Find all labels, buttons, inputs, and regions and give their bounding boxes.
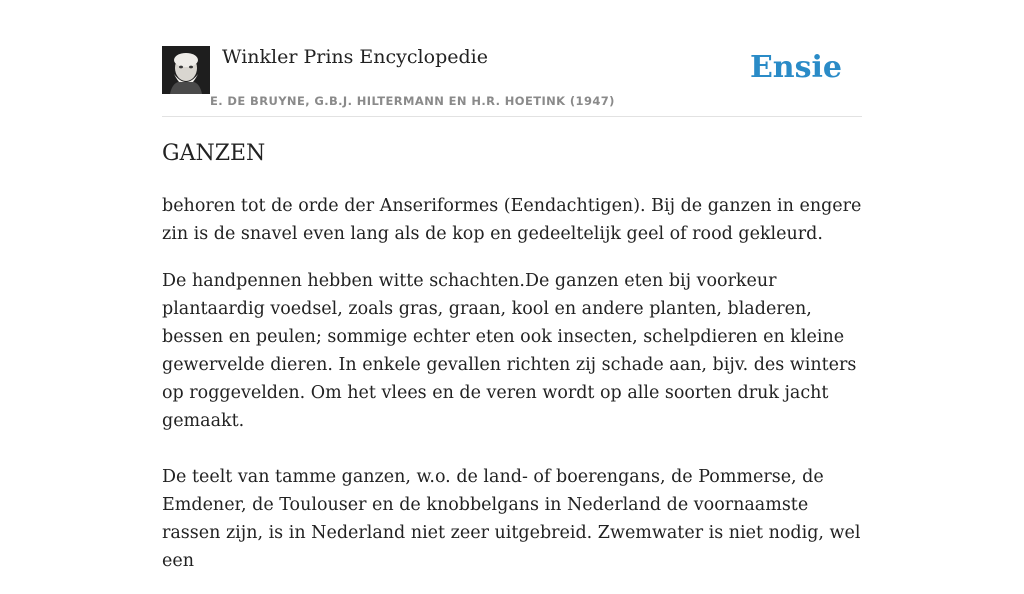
page-container [162,0,862,571]
entry-paragraph: behoren tot de orde der Anseriformes (Eendachtigen). Bij de ganzen in engere zin is de snavel even lang als de kop en gedeeltelijk geel of rood gekleurd. [162,196,862,244]
site-title: Winkler Prins Encyclopedie [222,46,488,68]
authors-line: E. DE BRUYNE, G.B.J. HILTERMANN EN H.R. HOETINK (1947) [210,94,615,108]
site-header [162,0,862,117]
entry-body [162,192,862,594]
brand-logo-link[interactable]: Ensie [749,50,842,85]
entry-paragraph: De handpennen hebben witte schachten.De ganzen eten bij voorkeur plantaardig voedsel, zoals gras, graan, kool en andere planten, bladeren, bessen en peulen; sommige echter eten ook insecten, schelpdieren en kleine gewervelde dieren. In enkele gevallen richten zij schade aan, bijv. des winters op roggevelden. Om het vlees en de veren wordt op alle soorten druk jacht gemaakt. [162,271,857,431]
author-portrait-icon [162,46,210,94]
entry-paragraph: De teelt van tamme ganzen, w.o. de land- of boerengans, de Pommerse, de Emdener, de Toulouser en de knobbelgans in Nederland de voornaamste rassen zijn, is in Nederland niet zeer uitgebreid. Zwemwater is niet nodig, wel een [162,467,861,571]
entry-title: GANZEN [162,141,266,166]
